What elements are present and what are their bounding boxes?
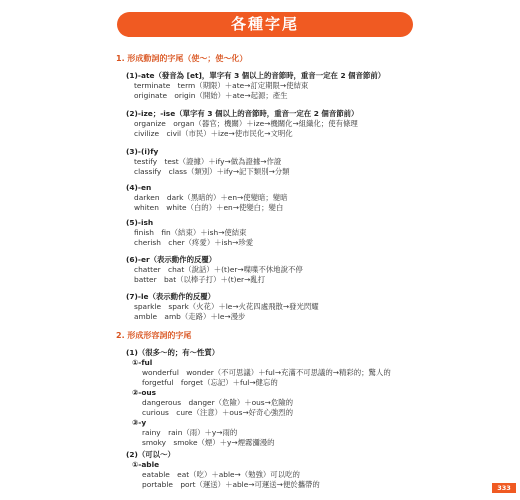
example-row: batter bat（以棒子打）＋(t)er→亂打 [134,275,266,284]
example-row: wonderful wonder（不可思議）＋ful→充滿不可思議的→精彩的；驚人的 [142,368,391,377]
adjective-block [126,348,391,448]
adjective-block [126,450,320,490]
example-row: testify test（證據）＋ify→做為證據→作證 [134,157,282,166]
suffix-heading: (1)-ate（發音為 [et]，單字有 3 個以上的音節時，重音一定在 2 個音節前） [126,71,386,80]
suffix-heading: (2)-ize；-ise（單字有 3 個以上的音節時，重音一定在 2 個音節前） [126,109,359,118]
suffix-block [126,218,253,248]
suffix-heading: (5)-ish [126,218,154,227]
example-row: organize organ（器官；機關）＋ize→機關化→組織化；使有條理 [134,119,358,128]
example-row: terminate term（期限）＋ate→訂定期限→使結束 [134,81,309,90]
example-row: sparkle spark（火花）＋le→火花四處飛散→發光閃耀 [134,302,319,311]
suffix-heading: (4)-en [126,183,152,192]
example-row: chatter chat（說話）＋(t)er→喋喋不休地說不停 [134,265,303,274]
section-heading: 2. 形成形容詞的字尾 [116,331,192,340]
suffix-block [126,147,290,177]
suffix-heading: (2)（可以～） [126,450,175,459]
suffix-block [126,109,358,139]
sub-suffix: ①-able [132,460,160,469]
suffix-heading: (1)（很多～的；有～性質） [126,348,220,357]
example-row: rainy rain（雨）＋y→雨的 [142,428,238,437]
example-row: whiten white（白的）＋en→使變白；變白 [134,203,284,212]
page-title: 各種字尾 [117,12,413,37]
example-row: darken dark（黑暗的）＋en→使變暗；變暗 [134,193,288,202]
example-row: cherish cher（疼愛）＋ish→珍愛 [134,238,254,247]
sub-suffix: ③-y [132,418,147,427]
suffix-block [126,71,385,101]
example-row: forgetful forget（忘記）＋ful→健忘的 [142,378,278,387]
suffix-block [126,292,319,322]
example-row: finish fin（結束）＋ish→使結束 [134,228,247,237]
suffix-heading: (3)-(i)fy [126,147,159,156]
example-row: originate origin（開始）＋ate→起源；產生 [134,91,288,100]
example-row: smoky smoke（煙）＋y→煙霧瀰漫的 [142,438,275,447]
example-row: eatable eat（吃）＋able→（勉強）可以吃的 [142,470,300,479]
suffix-heading: (7)-le（表示動作的反覆） [126,292,216,301]
suffix-block [126,255,303,285]
page-number: 333 [492,483,516,493]
section-heading: 1. 形成動詞的字尾（使～；使～化） [116,54,248,63]
sub-suffix: ①-ful [132,358,153,367]
suffix-block [126,183,288,213]
example-row: civilize civil（市民）＋ize→使市民化→文明化 [134,129,293,138]
example-row: amble amb（走路）＋le→漫步 [134,312,246,321]
example-row: portable port（運送）＋able→可運送→便於攜帶的 [142,480,320,489]
example-row: classify class（類別）＋ify→記下類別→分類 [134,167,290,176]
sub-suffix: ②-ous [132,388,157,397]
suffix-heading: (6)-er（表示動作的反覆） [126,255,217,264]
example-row: curious cure（注意）＋ous→好奇心強烈的 [142,408,294,417]
example-row: dangerous danger（危險）＋ous→危險的 [142,398,294,407]
